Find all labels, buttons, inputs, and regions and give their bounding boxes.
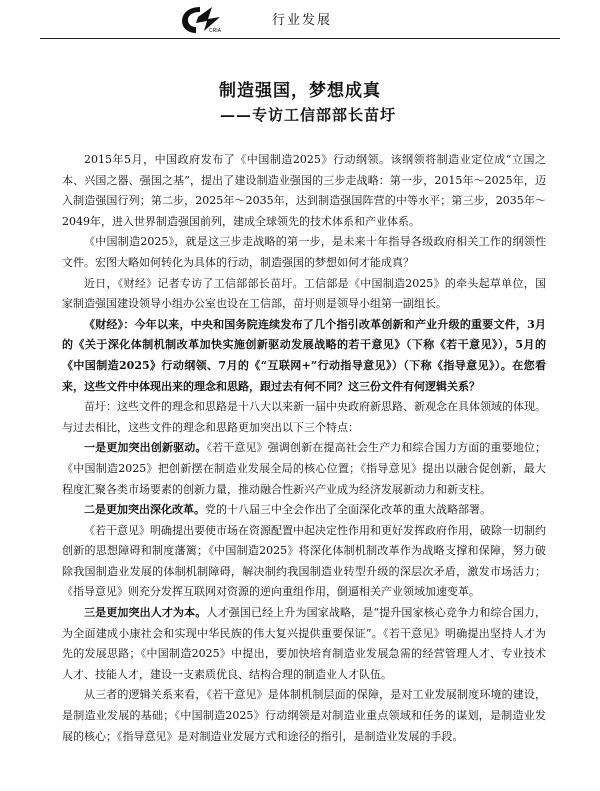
article-body bbox=[62, 150, 546, 747]
page-header bbox=[0, 0, 600, 40]
point-lead: 三是更加突出人才为本。 bbox=[84, 606, 207, 620]
point-talent: 三是更加突出人才为本。人才强国已经上升为国家战略，是“提升国家核心竞争力和综合国力，为全面建成小康社会和实现中华民族的伟大复兴提供重要保证”。《若干意见》明确提出坚持人才为先的发展思路；《中国制造2025》中提出，要加快培育制造业发展急需的经营管理人才、专业技术人才、技能人才，建设一支素质优良、结构合理的制造业人才队伍。 bbox=[62, 606, 547, 681]
paragraph-logic: 从三者的逻辑关系来看，《若干意见》是体制机制层面的保障，是对工业发展制度环境的建设，是制造业发展的基础；《中国制造2025》行动纲领是对制造业重点领域和任务的谋划，是制造业发展的核心；《指导意见》是对制造业发展方式和途径的指引，是制造业发展的手段。 bbox=[62, 688, 546, 743]
answer-paragraph: 苗圩：这些文件的理念和思路是十八大以来新一届中央政府新思路、新观念在具体领域的体现。与过去相比，这些文件的理念和思路更加突出以下三个特点： bbox=[62, 400, 546, 434]
paragraph-reform-detail: 《若干意见》明确提出要使市场在资源配置中起决定性作用和更好发挥政府作用，破除一切制约创新的思想障碍和制度藩篱；《中国制造2025》将深化体制机制改革作为战略支撑和保障，努力破除我国制造业发展的体制机制障碍，解决制约我国制造业转型升级的深层次矛盾，激发市场活力；《指导意见》则充分发挥互联网对资源的逆向重组作用，倒逼相关产业领域加速变革。 bbox=[62, 523, 546, 599]
logo-text: CRIA bbox=[209, 28, 221, 34]
paragraph-intro: 2015年5月，中国政府发布了《中国制造2025》行动纲领。该纲领将制造业定位成“立国之本、兴国之器、强国之基”，提出了建设制造业强国的三步走战略：第一步，2015年～2025年，迈入制造强国行列；第二步，2025年～2035年，达到制造强国阵营的中等水平；第三步，2035年～2049年，进入世界制造强国前列，建成全球领先的技术体系和产业体系。 bbox=[62, 153, 546, 228]
article-subtitle: ——专访工信部部长苗圩 bbox=[220, 106, 397, 124]
question-paragraph: 《财经》：今年以来，中央和国务院连续发布了几个指引改革创新和产业升级的重要文件，3月的《关于深化体制机制改革加快实施创新驱动发展战略的若干意见》（下称《若干意见》），5月的《中国制造2025》行动纲领、7月的《“互联网+”行动指导意见》）（下称《指导意见》）。在您看来，这些文件中体现出来的理念和思路，跟过去有何不同？这三份文件有何逻辑关系？ bbox=[62, 317, 546, 393]
paragraph-context: 《中国制造2025》，就是这三步走战略的第一步，是未来十年指导各级政府相关工作的纲领性文件。宏图大略如何转化为具体的行动，制造强国的梦想如何才能成真？ bbox=[62, 235, 546, 269]
section-label: 行业发展 bbox=[272, 13, 333, 28]
article-title: 制造强国，梦想成真 bbox=[219, 81, 381, 101]
point-innovation: 一是更加突出创新驱动。《若干意见》强调创新在提高社会生产力和综合国力方面的重要地位；《中国制造2025》把创新摆在制造业发展全局的核心位置；《指导意见》提出以融合促创新，最大程度汇聚各类市场要素的创新力量，推动融合性新兴产业成为经济发展新动力和新支柱。 bbox=[62, 441, 547, 496]
paragraph-interview-setup: 近日，《财经》记者专访了工信部部长苗圩。工信部是《中国制造2025》的牵头起草单位，国家制造强国建设领导小组办公室也设在工信部，苗圩则是领导小组第一副组长。 bbox=[62, 276, 546, 311]
point-lead: 一是更加突出创新驱动。 bbox=[84, 441, 207, 455]
header-divider bbox=[40, 38, 560, 39]
point-lead: 二是更加突出深化改革。 bbox=[84, 503, 205, 517]
magazine-logo-icon bbox=[178, 4, 224, 36]
point-reform: 二是更加突出深化改革。党的十八届三中全会作出了全面深化改革的重大战略部署。 bbox=[84, 503, 491, 517]
